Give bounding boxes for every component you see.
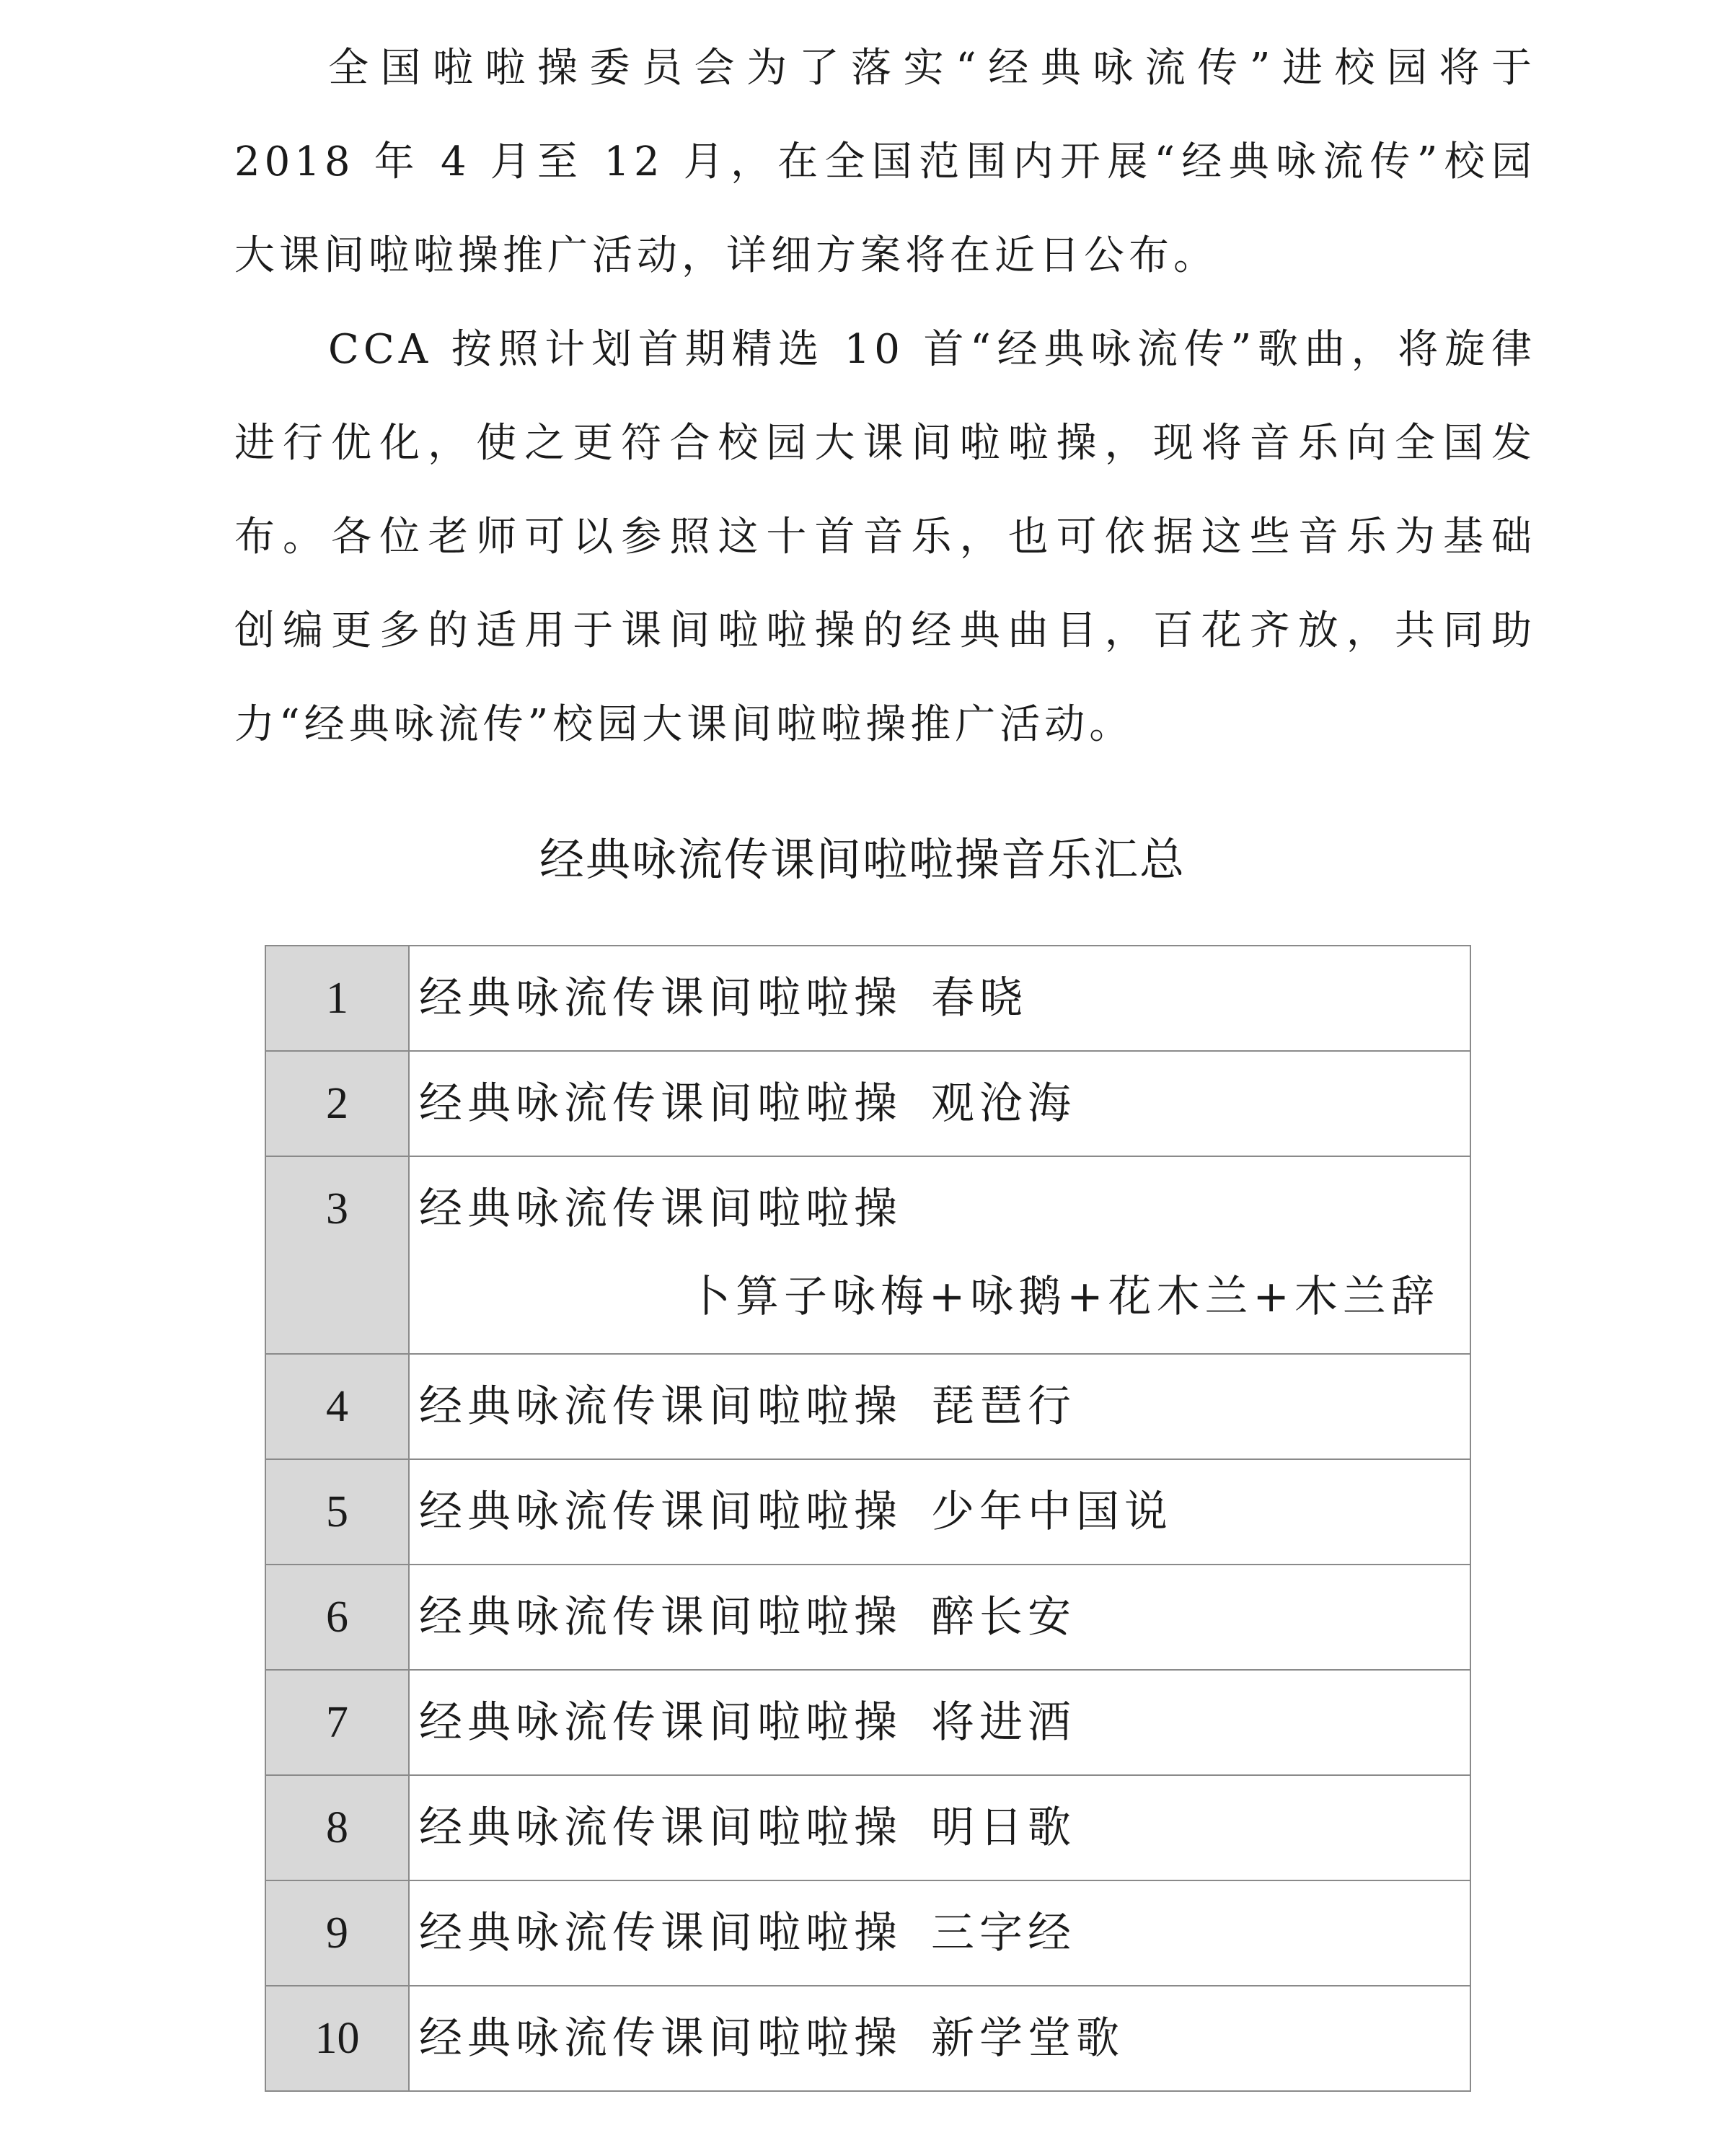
song-name-cell xyxy=(409,1670,1470,1775)
song-name-cell xyxy=(409,1565,1470,1670)
song-name-cell xyxy=(409,1354,1470,1459)
table-row xyxy=(265,1459,1470,1565)
song-name-cell xyxy=(409,1986,1470,2091)
song-title: 春晓 xyxy=(931,973,1028,1024)
song-prefix: 经典咏流传课间啦啦操 xyxy=(419,973,902,1024)
row-number: 6 xyxy=(265,1565,409,1670)
song-title: 少年中国说 xyxy=(931,1487,1173,1537)
song-prefix: 经典咏流传课间啦啦操 xyxy=(419,1381,902,1432)
song-name-cell xyxy=(409,946,1470,1051)
song-name-cell xyxy=(409,1880,1470,1986)
table-row xyxy=(265,1565,1470,1670)
paragraph-line: 布。各位老师可以参照这十首音乐，也可依据这些音乐为基础 xyxy=(234,514,1536,560)
song-prefix: 经典咏流传课间啦啦操 xyxy=(419,1078,902,1129)
paragraph-line: 全国啦啦操委员会为了落实“经典咏流传”进校园将于 xyxy=(328,45,1536,92)
row-number: 2 xyxy=(265,1051,409,1156)
song-prefix: 经典咏流传课间啦啦操 xyxy=(419,1803,902,1853)
song-prefix: 经典咏流传课间啦啦操 xyxy=(419,1184,902,1234)
song-title: 三字经 xyxy=(931,1908,1076,1958)
song-title: 新学堂歌 xyxy=(931,2013,1124,2064)
paragraph-line: 创编更多的适用于课间啦啦操的经典曲目，百花齐放，共同助 xyxy=(234,607,1536,654)
music-table xyxy=(265,945,1471,2092)
song-prefix: 经典咏流传课间啦啦操 xyxy=(419,1487,902,1537)
song-title: 明日歌 xyxy=(931,1803,1076,1853)
table-row xyxy=(265,1156,1470,1354)
song-prefix: 经典咏流传课间啦啦操 xyxy=(419,1697,902,1748)
table-row xyxy=(265,1880,1470,1986)
table-row xyxy=(265,946,1470,1051)
song-name-cell xyxy=(409,1459,1470,1565)
row-number: 3 xyxy=(265,1156,409,1354)
paragraph-line: 2018 年 4 月至 12 月，在全国范围内开展“经典咏流传”校园 xyxy=(234,138,1536,185)
song-prefix: 经典咏流传课间啦啦操 xyxy=(419,1592,902,1642)
cca-paragraph xyxy=(234,303,1536,772)
intro-paragraph xyxy=(234,22,1536,303)
paragraph-line: 大课间啦啦操推广活动，详细方案将在近日公布。 xyxy=(234,232,1218,279)
table-row xyxy=(265,1051,1470,1156)
song-title: 将进酒 xyxy=(931,1697,1076,1748)
table-row xyxy=(265,1775,1470,1880)
row-number: 1 xyxy=(265,946,409,1051)
song-title: 琵琶行 xyxy=(931,1381,1076,1432)
song-name-cell xyxy=(409,1051,1470,1156)
paragraph-line: 力“经典咏流传”校园大课间啦啦操推广活动。 xyxy=(234,701,1134,748)
song-title: 醉长安 xyxy=(931,1592,1076,1642)
row-number: 8 xyxy=(265,1775,409,1880)
row-number: 9 xyxy=(265,1880,409,1986)
row-number: 4 xyxy=(265,1354,409,1459)
table-row xyxy=(265,1354,1470,1459)
song-title: 卜算子咏梅+咏鹅+花木兰+木兰辞 xyxy=(687,1272,1439,1322)
song-prefix: 经典咏流传课间啦啦操 xyxy=(419,1908,902,1958)
song-prefix: 经典咏流传课间啦啦操 xyxy=(419,2013,902,2064)
row-number: 10 xyxy=(265,1986,409,2091)
song-name-cell xyxy=(409,1775,1470,1880)
table-row xyxy=(265,1670,1470,1775)
table-row xyxy=(265,1986,1470,2091)
paragraph-line: 进行优化，使之更符合校园大课间啦啦操，现将音乐向全国发 xyxy=(234,420,1536,467)
row-number: 5 xyxy=(265,1459,409,1565)
song-name-cell xyxy=(409,1156,1470,1354)
row-number: 7 xyxy=(265,1670,409,1775)
paragraph-line: CCA 按照计划首期精选 10 首“经典咏流传”歌曲，将旋律 xyxy=(328,326,1536,373)
song-title: 观沧海 xyxy=(931,1078,1076,1129)
table-title: 经典咏流传课间啦啦操音乐汇总 xyxy=(539,833,1186,886)
